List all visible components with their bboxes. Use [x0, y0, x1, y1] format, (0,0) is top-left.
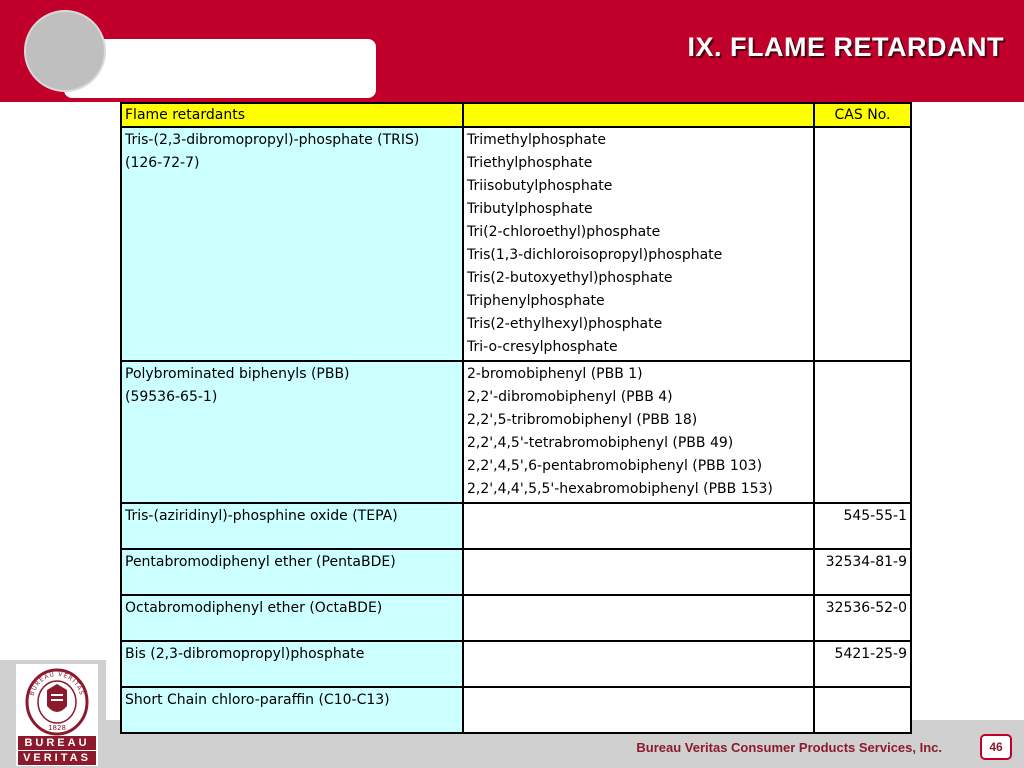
category-line: Short Chain chloro-paraffin (C10-C13) [125, 692, 390, 708]
substance-line: Triphenylphosphate [467, 293, 605, 309]
substance-line: 2,2'-dibromobiphenyl (PBB 4) [467, 389, 673, 405]
category-line: Pentabromodiphenyl ether (PentaBDE) [125, 554, 396, 570]
table-row [121, 549, 911, 595]
substances-cell [463, 687, 814, 733]
substances-cell [463, 595, 814, 641]
header-flame-retardants: Flame retardants [121, 103, 463, 127]
page-number-badge: 46 [980, 734, 1012, 760]
substances-cell [463, 641, 814, 687]
cas-cell [814, 127, 911, 361]
category-line: Tris-(2,3-dibromopropyl)-phosphate (TRIS) [125, 132, 420, 148]
substance-line: 2,2',4,5',6-pentabromobiphenyl (PBB 103) [467, 458, 763, 474]
table-row [121, 641, 911, 687]
substances-cell [463, 503, 814, 549]
cas-cell [814, 687, 911, 733]
substance-line: Tris(2-butoxyethyl)phosphate [467, 270, 673, 286]
flame-retardant-table [120, 102, 912, 734]
category-line: Bis (2,3-dibromopropyl)phosphate [125, 646, 365, 662]
slide-title: IX. FLAME RETARDANT [687, 32, 1004, 62]
substance-line: 2,2',4,4',5,5'-hexabromobiphenyl (PBB 153) [467, 481, 773, 497]
logo-text-bureau: BUREAU [18, 736, 96, 751]
category-line: (126-72-7) [125, 155, 200, 171]
category-line: Octabromodiphenyl ether (OctaBDE) [125, 600, 383, 616]
category-cell [121, 361, 463, 503]
category-cell [121, 127, 463, 361]
category-cell [121, 595, 463, 641]
category-cell [121, 641, 463, 687]
substances-cell [463, 127, 814, 361]
logo-text-veritas: VERITAS [18, 750, 96, 765]
header-circle-decoration [24, 10, 106, 92]
category-line: (59536-65-1) [125, 389, 218, 405]
category-line: Polybrominated biphenyls (PBB) [125, 366, 350, 382]
cas-cell [814, 361, 911, 503]
cas-cell: 32534-81-9 [814, 549, 911, 595]
table-row [121, 127, 911, 361]
substance-line: 2-bromobiphenyl (PBB 1) [467, 366, 643, 382]
header-substances [463, 103, 814, 127]
footer-company-name: Bureau Veritas Consumer Products Services, Inc. [636, 740, 942, 755]
substance-line: Trimethylphosphate [467, 132, 606, 148]
substance-line: 2,2',5-tribromobiphenyl (PBB 18) [467, 412, 698, 428]
bureau-veritas-logo [16, 664, 98, 766]
header-pill-decoration [64, 39, 376, 98]
category-cell [121, 549, 463, 595]
cas-cell: 5421-25-9 [814, 641, 911, 687]
table-row [121, 595, 911, 641]
cas-cell: 545-55-1 [814, 503, 911, 549]
seal-icon [23, 666, 91, 736]
category-line: Tris-(aziridinyl)-phosphine oxide (TEPA) [125, 508, 398, 524]
cas-cell: 32536-52-0 [814, 595, 911, 641]
category-cell [121, 503, 463, 549]
table-row [121, 361, 911, 503]
table-row [121, 687, 911, 733]
table-header-row [121, 103, 911, 127]
header-cas-no: CAS No. [814, 103, 911, 127]
substance-line: Tributylphosphate [467, 201, 593, 217]
substances-cell [463, 361, 814, 503]
substance-line: Tri-o-cresylphosphate [467, 339, 618, 355]
substance-line: Tris(2-ethylhexyl)phosphate [467, 316, 663, 332]
substance-line: Triisobutylphosphate [467, 178, 613, 194]
substances-cell [463, 549, 814, 595]
seal-ring-text: BUREAU VERITAS [28, 670, 86, 697]
substance-line: Triethylphosphate [467, 155, 593, 171]
substance-line: Tris(1,3-dichloroisopropyl)phosphate [467, 247, 723, 263]
seal-year: 1828 [48, 724, 66, 732]
substance-line: 2,2',4,5'-tetrabromobiphenyl (PBB 49) [467, 435, 734, 451]
category-cell [121, 687, 463, 733]
substance-line: Tri(2-chloroethyl)phosphate [467, 224, 661, 240]
table-row [121, 503, 911, 549]
